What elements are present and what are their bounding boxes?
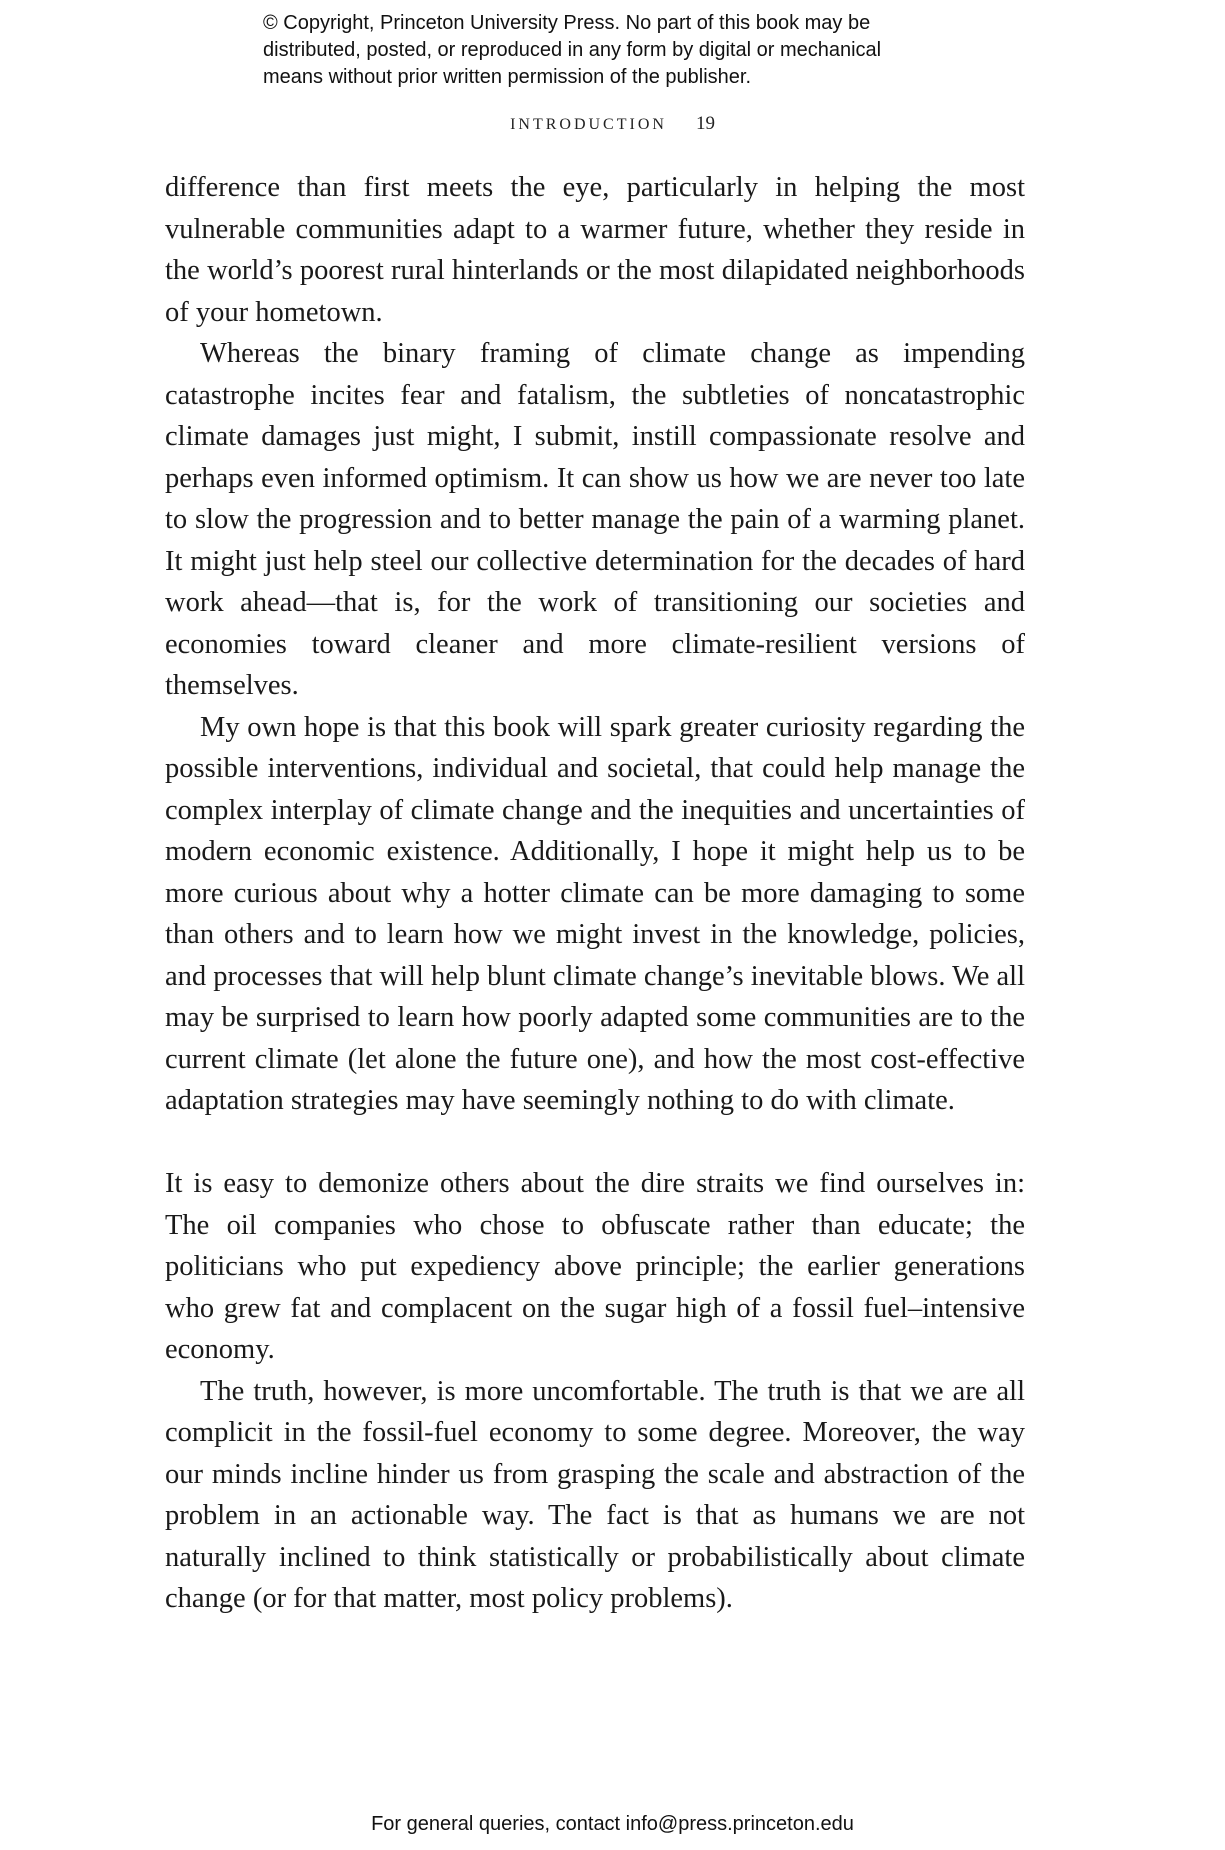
paragraph: difference than first meets the eye, particularly in helping the most vulnerable communities adapt to a warmer future, whether they reside in the world’s poorest rural hinterlands or the most dilapidated neighborhoods of your hometown. (165, 172, 1025, 328)
paragraph: The truth, however, is more uncomfortable. The truth is that we are all complicit in the fossil-fuel economy to some degree. Moreover, the way our minds incline hinder us from grasping the scale and abstraction of the problem in an actionable way. The fact is that as humans we are not naturally inclined to think statistically or probabilistically about climate change (or for that matter, most policy problems). (165, 1375, 1025, 1614)
copyright-notice (263, 10, 1023, 91)
footer-contact: For general queries, contact info@press.princeton.edu (371, 1813, 854, 1835)
running-head-section: INTRODUCTION (510, 116, 667, 133)
paragraph: My own hope is that this book will spark greater curiosity regarding the possible interventions, individual and societal, that could help manage the complex interplay of climate change and the inequities and uncertainties of modern economic existence. Additionally, I hope it might help us to be more curious about why a hotter climate can be more damaging to some than others and to learn how we might invest in the knowledge, policies, and processes that will help blunt climate change’s inevitable blows. We all may be surprised to learn how poorly adapted some communities are to the current climate (let alone the future one), and how the most cost-effective adaptation strategies may have seemingly nothing to do with climate. (165, 711, 1025, 1116)
paragraph: Whereas the binary framing of climate change as impending catastrophe incites fear and fatalism, the subtleties of noncatastrophic climate damages just might, I submit, instill compassionate resolve and perhaps even informed optimism. It can show us how we are never too late to slow the progression and to better manage the pain of a warming planet. It might just help steel our collective determination for the decades of hard work ahead—that is, for the work of transitioning our societies and economies toward cleaner and more climate-resilient versions of themselves. (165, 338, 1025, 701)
copyright-line: means without prior written permission of the publisher. (263, 66, 752, 88)
body-text (165, 167, 1025, 1620)
copyright-line: distributed, posted, or reproduced in any form by digital or mechanical (263, 39, 882, 61)
running-head (0, 113, 1225, 135)
paragraph: It is easy to demonize others about the dire straits we find ourselves in: The oil companies who chose to obfuscate rather than educate; the politicians who put expediency above principle; the earlier generations who grew fat and complacent on the sugar high of a fossil fuel–intensive economy. (165, 1168, 1025, 1365)
copyright-line: © Copyright, Princeton University Press. No part of this book may be (263, 12, 871, 34)
page-number: 19 (695, 113, 715, 134)
